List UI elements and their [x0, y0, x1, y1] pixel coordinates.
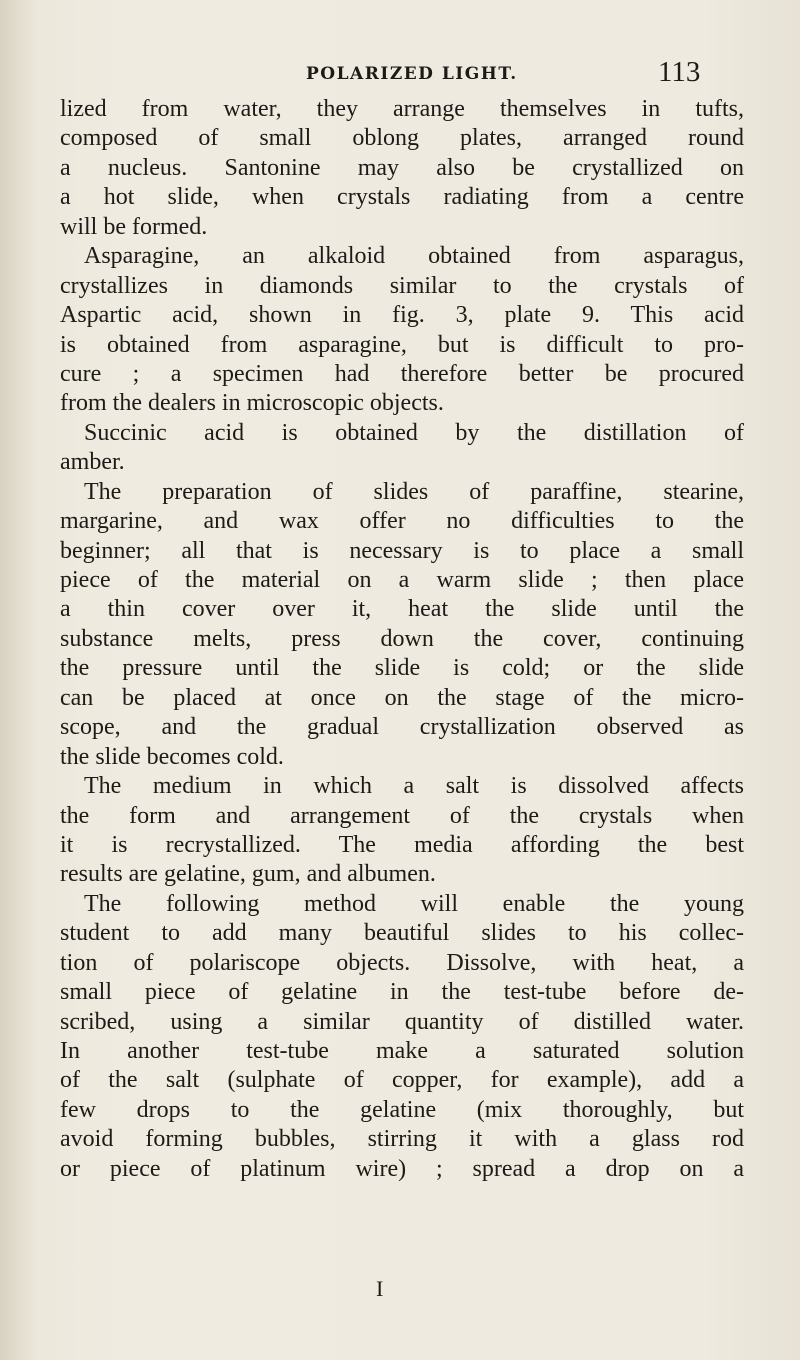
body-text: [60, 95, 744, 1184]
text-line: Asparagine, an alkaloid obtained from asparagus,: [84, 243, 744, 270]
text-line: is obtained from asparagine, but is difficult to pro-: [60, 331, 744, 358]
text-line: avoid forming bubbles, stirring it with a glass rod: [60, 1126, 744, 1153]
text-line: The medium in which a salt is dissolved affects: [84, 773, 744, 800]
text-line: scope, and the gradual crystallization observed as: [60, 714, 744, 741]
text-line: a hot slide, when crystals radiating from a centre: [60, 184, 744, 211]
text-line: or piece of platinum wire) ; spread a drop on a: [60, 1155, 744, 1182]
running-head: POLARIZED LIGHT.: [306, 64, 518, 84]
text-line: student to add many beautiful slides to his collec-: [60, 920, 744, 947]
text-line: The following method will enable the young: [84, 890, 744, 917]
text-line: a thin cover over it, heat the slide until the: [60, 596, 744, 623]
text-line: a nucleus. Santonine may also be crystallized on: [60, 154, 744, 181]
text-line: tion of polariscope objects. Dissolve, with heat, a: [60, 949, 744, 976]
text-line: lized from water, they arrange themselves in tufts,: [60, 96, 744, 122]
text-line: The preparation of slides of paraffine, stearine,: [84, 478, 744, 505]
text-line: crystallizes in diamonds similar to the crystals of: [60, 272, 744, 299]
text-line: will be formed.: [60, 213, 208, 240]
text-line: beginner; all that is necessary is to place a small: [60, 537, 744, 564]
text-line: Aspartic acid, shown in fig. 3, plate 9. This acid: [60, 302, 744, 329]
text-line: few drops to the gelatine (mix thoroughly, but: [60, 1096, 744, 1123]
text-line: cure ; a specimen had therefore better be procured: [60, 360, 744, 387]
text-line: In another test-tube make a saturated solution: [60, 1038, 744, 1064]
text-line: scribed, using a similar quantity of distilled water.: [60, 1008, 744, 1035]
text-line: small piece of gelatine in the test-tube before de-: [60, 979, 744, 1006]
text-line: can be placed at once on the stage of the micro-: [60, 684, 744, 711]
text-line: composed of small oblong plates, arranged round: [60, 125, 744, 152]
signature-mark: I: [376, 1276, 384, 1301]
text-line: substance melts, press down the cover, continuing: [60, 625, 744, 652]
text-line: from the dealers in microscopic objects.: [60, 390, 444, 417]
text-line: the slide becomes cold.: [60, 743, 284, 770]
text-line: piece of the material on a warm slide ; then place: [60, 567, 744, 593]
text-line: the pressure until the slide is cold; or the slide: [60, 655, 744, 682]
text-line: results are gelatine, gum, and albumen.: [60, 861, 436, 888]
text-line: amber.: [60, 449, 125, 476]
text-line: it is recrystallized. The media affording the best: [60, 831, 744, 858]
text-line: Succinic acid is obtained by the distillation of: [84, 419, 744, 446]
page-number: 113: [658, 56, 701, 88]
text-line: the form and arrangement of the crystals when: [60, 802, 744, 829]
text-line: of the salt (sulphate of copper, for example), add a: [60, 1067, 744, 1094]
text-line: margarine, and wax offer no difficulties to the: [60, 508, 744, 535]
page-header: [0, 52, 800, 92]
